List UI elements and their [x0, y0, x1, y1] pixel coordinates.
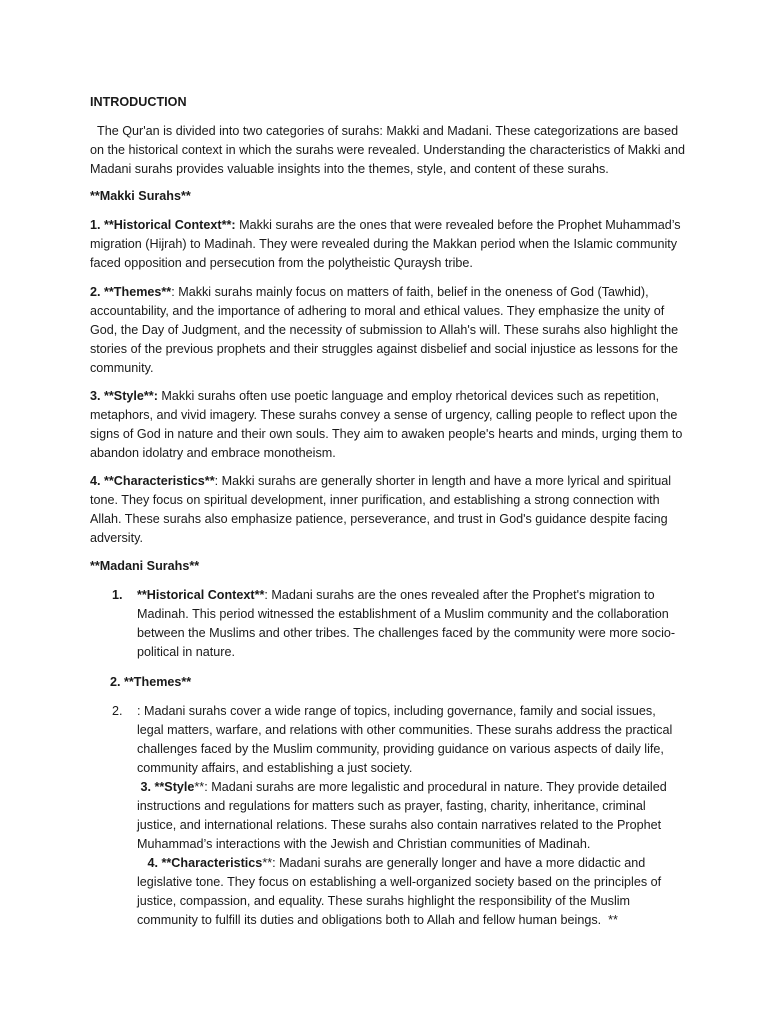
makki-item-text: Makki surahs often use poetic language and employ rhetorical devices such as repetition, metaphors, and vivid imagery. These surahs convey a sense of urgency, calling people to reflect upon the signs of God in nature and their own souls. They aim to awaken people's hearts and minds, urging them to abandon idolatry and embrace monotheism.	[90, 389, 683, 460]
intro-paragraph: The Qur'an is divided into two categories of surahs: Makki and Madani. These categorizations are based on the historical context in which the surahs were revealed. Understanding the characteristics of Makki and Madani surahs provides valuable insights into the themes, style, and content of these surahs.	[90, 124, 689, 176]
makki-item-text: : Makki surahs mainly focus on matters of faith, belief in the oneness of God (Tawhid), accountability, and the importance of adhering to moral and ethical values. They emphasize the unity of God, the Day of Judgment, and the necessity of submission to Allah's will. These surahs also highlight the stories of the previous prophets and their struggles against disbelief and social injustice as lessons for the community.	[90, 285, 679, 375]
madani-item2-block	[137, 702, 682, 930]
makki-heading: **Makki Surahs**	[90, 189, 191, 203]
makki-item-label: 2. **Themes**	[90, 285, 172, 299]
makki-item-themes	[90, 283, 690, 378]
makki-item-label: 4. **Characteristics**	[90, 474, 215, 488]
makki-item-label: 1. **Historical Context**:	[90, 218, 236, 232]
madani-themes-heading: 2. **Themes**	[110, 675, 192, 689]
madani-characteristics-label: 4. **Characteristics	[137, 856, 263, 870]
madani-style-paragraph	[137, 778, 682, 854]
madani-item-historical-context	[137, 586, 682, 662]
madani-item-label: **Historical Context**	[137, 588, 265, 602]
makki-item-text: : Makki surahs are generally shorter in length and have a more lyrical and spiritual tone. They focus on spiritual development, inner purification, and establishing a strong connection with Allah. These surahs also emphasize patience, perseverance, and trust in God's guidance despite facing adversity.	[90, 474, 672, 545]
madani-style-label: 3. **Style	[137, 780, 195, 794]
madani-characteristics-text: **: Madani surahs are generally longer and have a more didactic and legislative tone. They focus on establishing a well-organized society based on the principles of justice, compassion, and equality. These surahs highlight the responsibility of the Muslim community to fulfill its duties and obligations both to Allah and fellow human beings. **	[137, 856, 665, 927]
makki-item-text: Makki surahs are the ones that were revealed before the Prophet Muhammad’s migration (Hijrah) to Madinah. They were revealed during the Makkan period when the Islamic community faced opposition and persecution from the polytheistic Quraysh tribe.	[90, 218, 681, 270]
madani-item1-number: 1.	[112, 588, 123, 602]
madani-characteristics-paragraph	[137, 854, 682, 930]
makki-item-historical-context	[90, 216, 690, 273]
madani-style-text: **: Madani surahs are more legalistic and procedural in nature. They provide detailed instructions and regulations for matters such as prayer, fasting, charity, inheritance, criminal justice, and international relations. These surahs also contain narratives related to the Prophet Muhammad’s interactions with the Jewish and Christian communities of Madinah.	[137, 780, 671, 851]
madani-themes-text: : Madani surahs cover a wide range of topics, including governance, family and social issues, legal matters, warfare, and relations with other communities. These surahs address the practical challenges faced by the Muslim community, providing guidance on various aspects of daily life, community affairs, and establishing a just society.	[137, 704, 673, 775]
document-title: INTRODUCTION	[90, 95, 187, 109]
madani-heading: **Madani Surahs**	[90, 559, 200, 573]
madani-item-text: : Madani surahs are the ones revealed after the Prophet's migration to Madinah. This period witnessed the establishment of a Muslim community and the collaboration between the Muslims and other tribes. The challenges faced by the community were more socio-political in nature.	[137, 588, 676, 659]
makki-item-style	[90, 387, 690, 463]
makki-item-characteristics	[90, 472, 690, 548]
madani-item2-number: 2.	[112, 704, 123, 718]
makki-item-label: 3. **Style**:	[90, 389, 158, 403]
